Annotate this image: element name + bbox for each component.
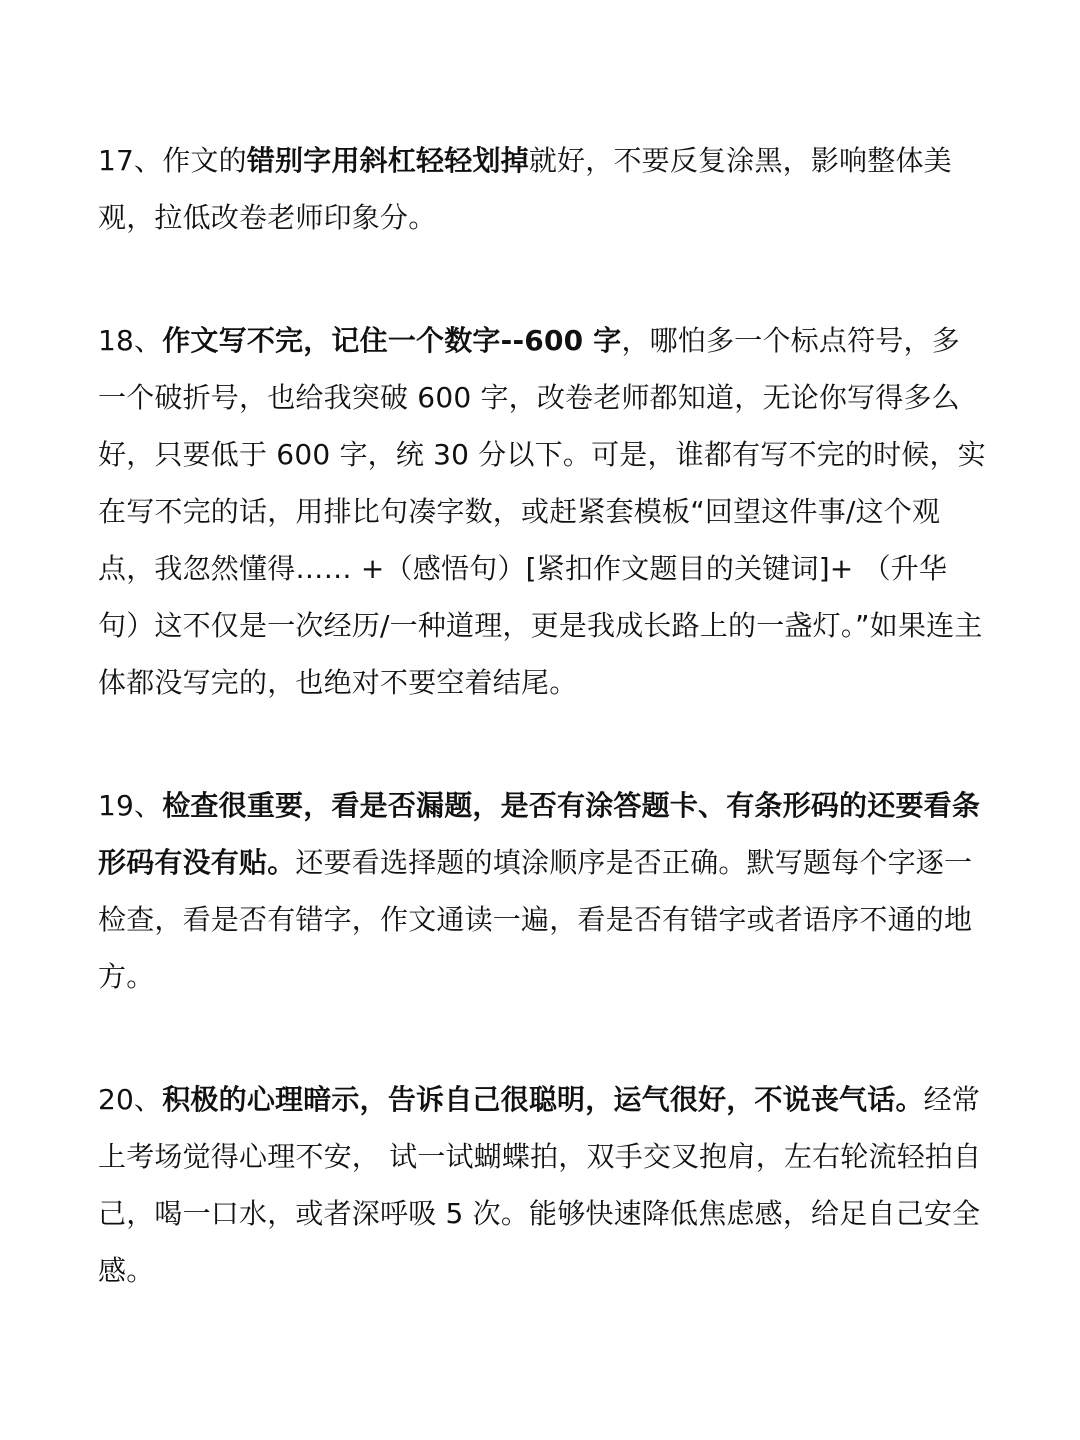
tip-text: 经常上考场觉得心理不安， 试一试蝴蝶拍，双手交叉抱肩，左右轮流轻拍自己，喝一口水，或者深呼吸 5 次。能够快速降低焦虑感，给足自己安全感。	[98, 1083, 982, 1287]
tip-number: 17、	[98, 144, 163, 177]
tip-20	[98, 1071, 986, 1299]
tip-number: 19、	[98, 789, 163, 822]
tip-text: ，哪怕多一个标点符号，多一个破折号，也给我突破 600 字，改卷老师都知道，无论你写得多么好，只要低于 600 字，统 30 分以下。可是，谁都有写不完的时候，实在写不完的话，用排比句凑字数，或赶紧套模板“回望这件事/这个观点，我忽然懂得…… +（感悟句）[紧扣作文题目的关键词]+ （升华句）这不仅是一次经历/一种道理，更是我成长路上的一盏灯。”如果连主体都没写完的，也绝对不要空着结尾。	[98, 324, 986, 699]
tip-18	[98, 312, 986, 711]
tip-text: 作文的	[162, 144, 247, 177]
document-page	[98, 132, 986, 1299]
tip-number: 18、	[98, 324, 163, 357]
tip-text: 就好，不要反复涂黑，影响整体美观，拉低改卷老师印象分。	[98, 144, 952, 234]
tip-highlight: 错别字用斜杠轻轻划掉	[246, 144, 529, 177]
tip-highlight: 作文写不完，记住一个数字--600 字	[162, 324, 622, 357]
tip-17	[98, 132, 986, 246]
tip-highlight: 积极的心理暗示，告诉自己很聪明，运气很好，不说丧气话。	[162, 1083, 924, 1116]
tip-highlight: 检查很重要，看是否漏题，是否有涂答题卡、有条形码的还要看条形码有没有贴。	[98, 789, 981, 879]
tip-number: 20、	[98, 1083, 163, 1116]
tip-19	[98, 777, 986, 1005]
tip-text: 还要看选择题的填涂顺序是否正确。默写题每个字逐一检查，看是否有错字，作文通读一遍，看是否有错字或者语序不通的地方。	[98, 846, 973, 993]
